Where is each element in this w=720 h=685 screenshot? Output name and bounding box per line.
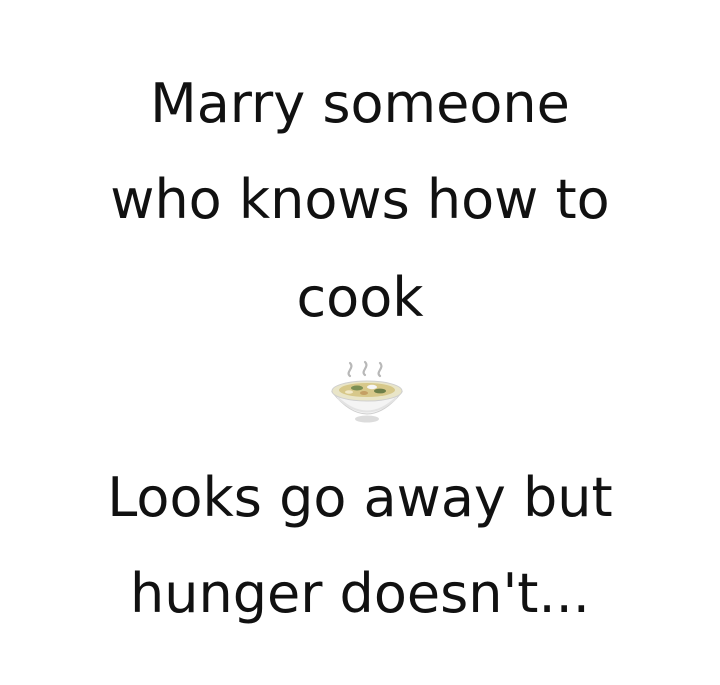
quote-line-4: Looks go away but xyxy=(107,466,613,529)
quote-line-3: cook xyxy=(296,266,424,329)
quote-line-2: who knows how to xyxy=(110,168,610,231)
steaming-bowl-icon xyxy=(322,360,412,432)
quote-line-1: Marry someone xyxy=(150,72,570,135)
quote-line-5: hunger doesn't... xyxy=(130,562,590,625)
